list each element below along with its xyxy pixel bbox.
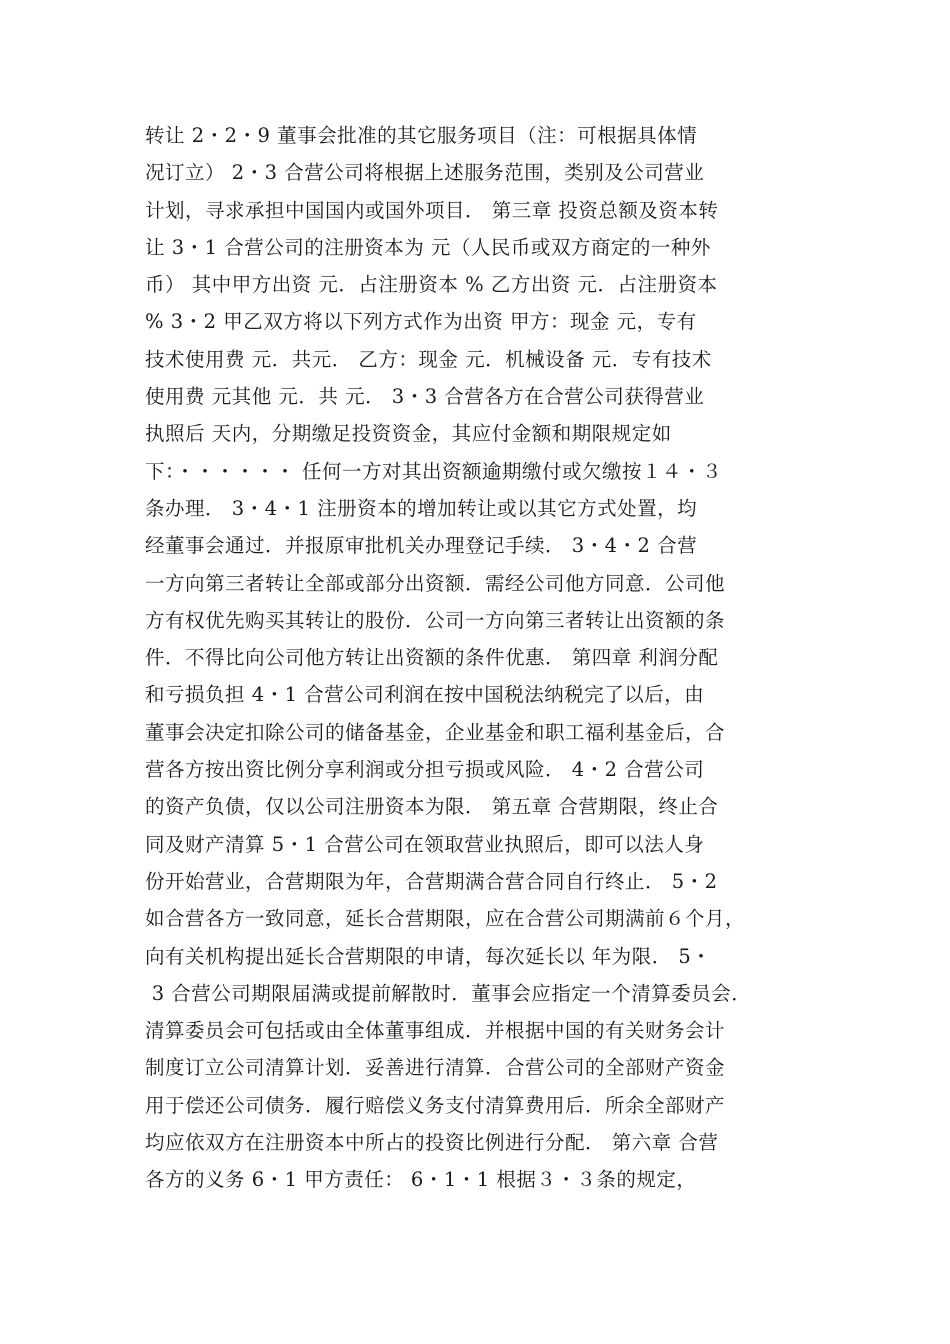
text-line: 况订立） 2・3 合营公司将根据上述服务范围，类别及公司营业	[145, 161, 705, 185]
text-line: 用于偿还公司债务．履行赔偿义务支付清算费用后．所余全部财产	[145, 1093, 726, 1117]
text-line: 营各方按出资比例分享利润或分担亏损或风险． 4・2 合营公司	[145, 758, 705, 782]
text-line: 的资产负债，仅以公司注册资本为限． 第五章 合营期限，终止合	[145, 795, 719, 819]
text-line: 币） 其中甲方出资 元．占注册资本 % 乙方出资 元．占注册资本	[145, 273, 718, 297]
text-line: 向有关机构提出延长合营期限的申请，每次延长以 年为限． 5・	[145, 944, 712, 968]
text-line: 3 合营公司期限届满或提前解散时．董事会应指定一个清算委员会．	[145, 981, 752, 1005]
text-line: 制度订立公司清算计划．妥善进行清算．合营公司的全部财产资金	[145, 1056, 726, 1080]
text-line: 条办理． 3・4・1 注册资本的增加转让或以其它方式处置，均	[145, 496, 698, 520]
text-line: 董事会决定扣除公司的储备基金，企业基金和职工福利基金后，合	[145, 720, 726, 744]
text-line: 清算委员会可包括或由全体董事组成．并根据中国的有关财务会计	[145, 1019, 726, 1043]
text-line: 经董事会通过．并报原审批机关办理登记手续． 3・4・2 合营	[145, 534, 698, 558]
text-line: 方有权优先购买其转让的股份．公司一方向第三者转让出资额的条	[145, 608, 726, 632]
text-line: 同及财产清算 5・1 合营公司在领取营业执照后，即可以法人身	[145, 832, 705, 856]
text-line: % 3・2 甲乙双方将以下列方式作为出资 甲方：现金 元，专有	[145, 310, 697, 334]
text-line: 让 3・1 合营公司的注册资本为 元（人民币或双方商定的一种外	[145, 235, 711, 259]
text-line: 使用费 元其他 元．共 元． 3・3 合营各方在合营公司获得营业	[145, 385, 705, 409]
text-line: 转让 2・2・9 董事会批准的其它服务项目（注：可根据具体情	[145, 124, 698, 147]
text-line: 如合营各方一致同意，延长合营期限，应在合营公司期满前６个月，	[145, 907, 746, 931]
text-line: 件．不得比向公司他方转让出资额的条件优惠． 第四章 利润分配	[145, 646, 719, 670]
text-line: 份开始营业，合营期限为年，合营期满合营合同自行终止． 5・2	[145, 869, 718, 893]
text-line: 技术使用费 元．共元． 乙方：现金 元．机械设备 元．专有技术	[145, 347, 712, 371]
text-line: 计划，寻求承担中国国内或国外项目． 第三章 投资总额及资本转	[145, 198, 719, 222]
text-line: 均应依双方在注册资本中所占的投资比例进行分配． 第六章 合营	[145, 1131, 719, 1155]
text-line: 各方的义务 6・1 甲方责任： 6・1・1 根据３・３条的规定，	[145, 1168, 697, 1192]
text-line: 下：・・・・・・ 任何一方对其出资额逾期缴付或欠缴按１４・３	[145, 459, 722, 483]
text-line: 和亏损负担 4・1 合营公司利润在按中国税法纳税完了以后，由	[145, 683, 705, 707]
text-line: 执照后 天内，分期缴足投资资金，其应付金额和期限规定如	[145, 422, 672, 446]
contract-body-text	[145, 117, 815, 1199]
text-line: 一方向第三者转让全部或部分出资额．需经公司他方同意．公司他	[145, 571, 726, 595]
